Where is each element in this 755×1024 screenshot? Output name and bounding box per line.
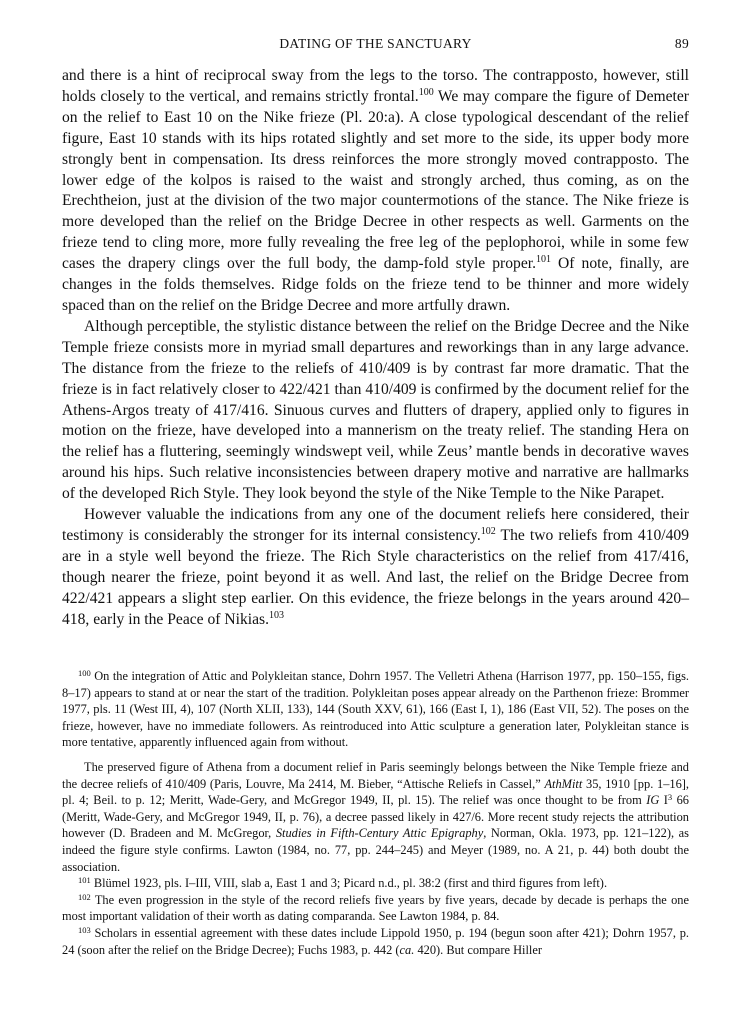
paragraph-3 (62, 505, 689, 630)
paragraph-1-part-a: and there is a hint of reciprocal sway from the legs to the torso. The contrapposto, however, still holds closely to the vertical, and remains strictly frontal. (62, 67, 689, 105)
footnote-102 (62, 892, 689, 925)
paragraph-3-part-a: However valuable the indications from any one of the document reliefs here considered, their testimony is considerably the stronger for its internal consistency. (62, 506, 689, 544)
footnote-100-continuation (62, 759, 689, 875)
footnote-text: The even progression in the style of the record reliefs five years by five years, decade by decade is perhaps the one most important validation of their worth as dating comparanda. See Lawton 1984, p. 84. (62, 892, 689, 924)
book-title: Studies in Fifth-Century Attic Epigraphy (275, 826, 484, 841)
footnote-text: Scholars in essential agreement with these dates include Lippold 1950, p. 194 (begun soon after 421); Dohrn 1957, p. 24 (soon after the relief on the Bridge Decree); Fuchs 1983, p. 442 ( (62, 925, 689, 957)
footnote-number: 103 (78, 924, 91, 935)
ig-abbreviation: IG (646, 793, 660, 808)
footnote-text: On the integration of Attic and Polykleitan stance, Dohrn 1957. The Velletri Athena (Harrison 1977, pp. 150–155, figs. 8–17) appears to stand at or near the start of the tradition. Polykleitan poses appear already on the Parthenon frieze: Brommer 1977, pls. 11 (West III, 4), 107 (North XLII, 133), 144 (South XXV, 61), 166 (East I, 1), 186 (East VII, 52). The poses on the frieze, however, have no immediate followers. As reintroduced into Attic sculpture a generation later, Polykleitan stance is more tentative, apparently influenced again from without. (62, 669, 689, 750)
footnote-text: I (659, 793, 668, 808)
paragraph-1 (62, 66, 689, 317)
main-text (62, 66, 689, 630)
footnote-101 (62, 875, 689, 892)
page-number: 89 (674, 36, 689, 51)
footnotes (62, 668, 689, 958)
footnote-number: 101 (78, 875, 91, 886)
footnote-text: Blümel 1923, pls. I–III, VIII, slab a, East 1 and 3; Picard n.d., pl. 38:2 (first and third figures from left). (90, 876, 608, 891)
footnote-ref-101: 101 (536, 254, 551, 266)
footnote-ref-102: 102 (480, 525, 496, 537)
footnote-text: 66 (Meritt, Wade-Gery, and McGregor 1949, II, p. 76), a decree passed likely in 427/6. More recent study rejects the attribution however (D. Bradeen and M. McGregor, (62, 793, 689, 841)
footnote-text: , Norman, Okla. 1973, pp. 121–122), as indeed the figure style confirms. Lawton (1984, no. 77, pp. 244–245) and Meyer (1989, no. A 21, p. 44) both doubt the association. (62, 826, 689, 874)
footnote-100 (62, 668, 689, 751)
paragraph-1-part-b: We may compare the figure of Demeter on the relief to East 10 on the Nike frieze (Pl. 20:a). A close typological descendant of the relief figure, East 10 stands with its hips rotated slightly and set more to the side, its upper body more strongly bent in compensation. Its dress reinforces the more strongly moved contrapposto. The lower edge of the kolpos is raised to the waist and strongly arched, thus coming, as on the Erechtheion, just at the division of the two major countermotions of the stance. The Nike frieze is more developed than the relief on the Bridge Decree in other respects as well. Garments on the frieze tend to cling more, more fully revealing the free leg of the peplophoroi, while in some few cases the drapery clings over the full body, the damp-fold style proper. (62, 87, 689, 273)
circa-abbreviation: ca. (399, 942, 415, 957)
running-header (62, 36, 689, 56)
footnote-text: 35, 1910 [pp. 1–16], pl. 4; Beil. to p. 12; Meritt, Wade-Gery, and McGregor 1949, II, pl. 15). The relief was once thought to be from (62, 776, 690, 808)
footnote-number: 102 (78, 891, 91, 902)
paragraph-3-part-b: The two reliefs from 410/409 are in a style well beyond the frieze. The Rich Style characteristics on the relief from 417/416, though nearer the frieze, point beyond it as well. And last, the relief on the Bridge Decree from 422/421 appears a slight step earlier. On this evidence, the frieze belongs in the years around 420–418, early in the Peace of Nikias. (62, 526, 689, 628)
footnote-number: 100 (78, 668, 91, 678)
footnote-ref-103: 103 (268, 609, 284, 621)
journal-title: AthMitt (544, 776, 583, 791)
running-title: DATING OF THE SANCTUARY (279, 36, 472, 51)
paragraph-2: Although perceptible, the stylistic distance between the relief on the Bridge Decree and the Nike Temple frieze consists more in myriad small departures and reworkings than in any large advance. The distance from the frieze to the reliefs of 410/409 is by contrast far more dramatic. That the frieze is in fact relatively closer to 422/421 than 410/409 is confirmed by the document relief for the Athens-Argos treaty of 417/416. Sinuous curves and flutters of drapery, applied only to figures in motion on the frieze, have developed into a mannerism on the treaty relief. The standing Hera on the relief has a fluttering, seemingly windswept veil, while Zeus’ mantle bends in decorative waves around his hips. Such relative inconsistencies between drapery motive and narrative are hallmarks of the developed Rich Style. They look beyond the style of the Nike Temple to the Nike Parapet. (62, 317, 689, 503)
paragraph-1-part-c: Of note, finally, are changes in the folds themselves. Ridge folds on the frieze tend to be thinner and more widely spaced than on the relief on the Bridge Decree and more artfully drawn. (62, 255, 690, 314)
footnote-103 (62, 925, 689, 958)
footnote-text: 420). But compare Hiller (414, 942, 543, 957)
ig-superscript: 3 (667, 792, 673, 803)
footnote-text: The preserved figure of Athena from a document relief in Paris seemingly belongs between the Nike Temple frieze and the decree reliefs of 410/409 (Paris, Louvre, Ma 2414, M. Bieber, “Attische Reliefs in Cassel,” (62, 759, 689, 791)
footnote-ref-100: 100 (418, 86, 434, 98)
